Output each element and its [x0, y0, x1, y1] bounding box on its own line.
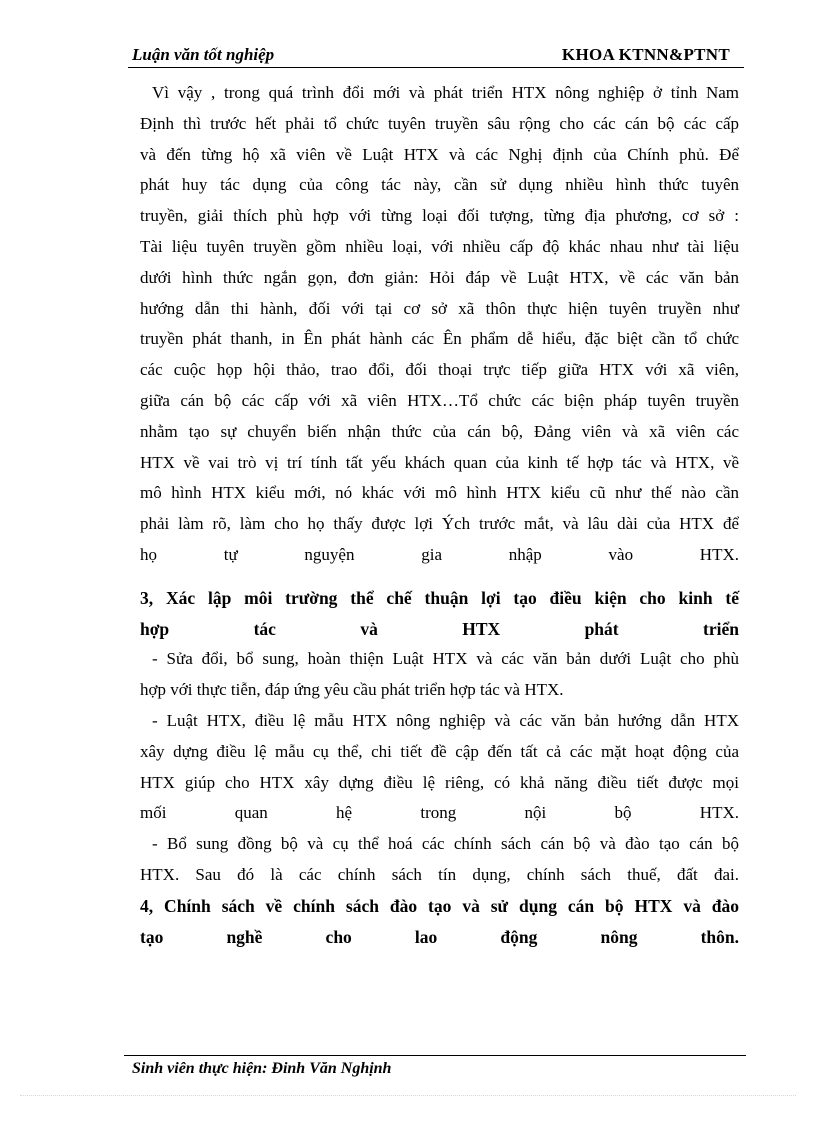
footer-author: Sinh viên thực hiện: Đinh Văn Nghịnh — [132, 1060, 392, 1077]
header-faculty-label: KHOA KTNN&PTNT — [561, 45, 730, 64]
bullet-line: - Bổ sung đồng bộ và cụ thể hoá các chính sách cán bộ và đào tạo cán bộ — [152, 834, 739, 854]
text-line: họ tự nguyện gia nhập vào HTX. — [140, 544, 739, 564]
bullet-line: xây dựng điều lệ mẫu cụ thể, chi tiết đề cập đến tất cả các mặt hoạt động của — [140, 741, 739, 761]
text-line: Định thì trước hết phải tổ chức tuyên truyền sâu rộng cho các cán bộ các cấp — [140, 113, 739, 133]
text-line: Tài liệu tuyên truyền gồm nhiều loại, với nhiều cấp độ khác nhau như tài liệu — [140, 236, 739, 256]
bullet-line: HTX. Sau đó là các chính sách tín dụng, chính sách thuế, đất đai. — [140, 864, 739, 884]
bullet-line: - Luật HTX, điều lệ mẫu HTX nông nghiệp và các văn bản hướng dẫn HTX — [152, 710, 739, 730]
text-line: các cuộc họp hội thảo, trao đổi, đối thoại trực tiếp giữa HTX với xã viên, — [140, 360, 739, 380]
text-line: phải làm rõ, làm cho họ thấy được lợi Ých trước mắt, và lâu dài của HTX để — [140, 514, 739, 534]
text-line: phát huy tác dụng của công tác này, cần sử dụng nhiều hình thức tuyên — [140, 175, 739, 195]
bullet-line: hợp với thực tiễn, đáp ứng yêu cầu phát triển hợp tác và HTX. — [140, 680, 564, 700]
text-line: hướng dẫn thi hành, đối với tại cơ sở xã thôn thực hiện tuyên truyền như — [140, 298, 739, 318]
section-3 — [140, 583, 739, 891]
text-line: dưới hình thức ngắn gọn, đơn giản: Hỏi đáp về Luật HTX, về các văn bản — [140, 267, 739, 287]
text-line: mô hình HTX kiểu mới, nó khác với mô hình HTX kiểu cũ như thế nào cần — [140, 483, 739, 503]
text-line: và đến từng hộ xã viên về Luật HTX và các Nghị định của Chính phủ. Để — [140, 144, 739, 164]
section-4 — [140, 891, 739, 953]
header-thesis-label: Luận văn tốt nghiệp — [132, 45, 275, 64]
section-4-heading-line-1: 4, Chính sách về chính sách đào tạo và sử dụng cán bộ HTX và đào — [140, 895, 739, 916]
page-bottom-dotted-rule — [20, 1095, 796, 1096]
text-line: giữa cán bộ các cấp với xã viên HTX…Tổ chức các biện pháp tuyên truyền — [140, 390, 739, 410]
text-line: HTX về vai trò vị trí tính tất yếu khách quan của kinh tế hợp tác và HTX, về — [140, 452, 739, 472]
footer-divider — [124, 1055, 746, 1056]
paragraph-1 — [140, 78, 739, 571]
text-line: truyền phát thanh, in Ên phát hành các Ên phẩm dễ hiểu, đặc biệt cần tổ chức — [140, 329, 739, 349]
section-3-heading-line-2: hợp tác và HTX phát triển — [140, 618, 739, 639]
page-header — [128, 45, 744, 68]
section-3-heading-line-1: 3, Xác lập môi trường thể chế thuận lợi tạo điều kiện cho kinh tế — [140, 587, 739, 608]
text-line: Vì vậy , trong quá trình đổi mới và phát triển HTX nông nghiệp ở tỉnh Nam — [152, 83, 739, 102]
bullet-line: mối quan hệ trong nội bộ HTX. — [140, 803, 739, 823]
bullet-line: - Sửa đổi, bổ sung, hoàn thiện Luật HTX và các văn bản dưới Luật cho phù — [152, 649, 739, 669]
bullet-line: HTX giúp cho HTX xây dựng điều lệ riêng, có khả năng điều tiết được mọi — [140, 772, 739, 792]
document-body — [140, 78, 739, 952]
text-line: nhằm tạo sự chuyển biến nhận thức của cán bộ, Đảng viên và xã viên các — [140, 421, 739, 441]
section-4-heading-line-2: tạo nghề cho lao động nông thôn. — [140, 926, 739, 947]
text-line: truyền, giải thích phù hợp với từng loại đối tượng, từng địa phương, cơ sở : — [140, 206, 739, 226]
